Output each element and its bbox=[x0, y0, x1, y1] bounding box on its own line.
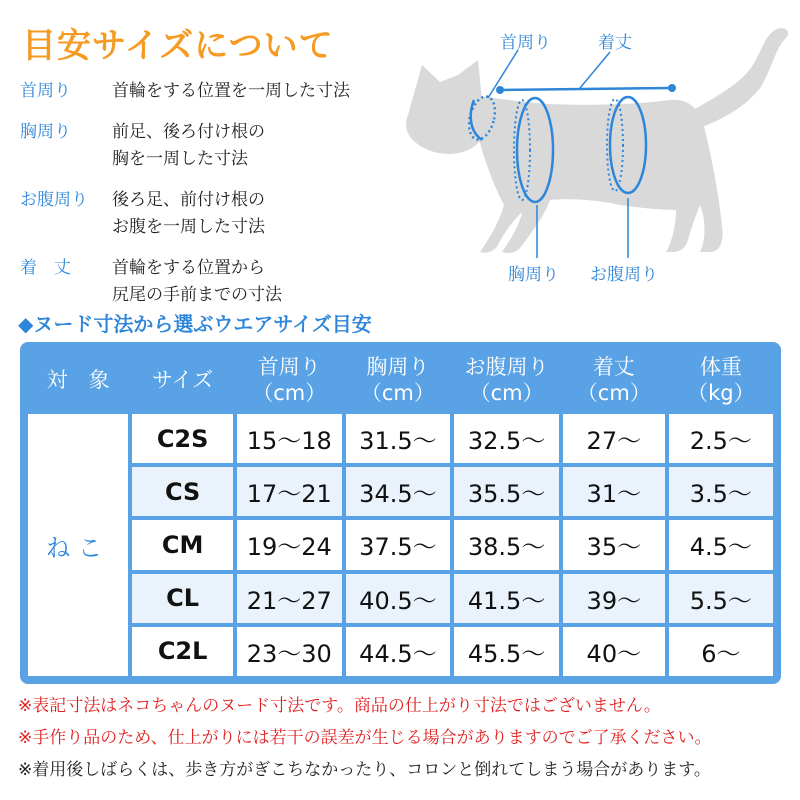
neck-cell: 19〜24 bbox=[237, 520, 342, 569]
chest-cell: 37.5〜 bbox=[346, 520, 451, 569]
neck-cell: 17〜21 bbox=[237, 467, 342, 516]
weight-cell: 3.5〜 bbox=[669, 467, 773, 516]
header-unit: （kg） bbox=[687, 381, 755, 405]
length-start-dot-icon bbox=[496, 86, 504, 94]
definition-line: 首輪をする位置から bbox=[112, 258, 265, 278]
section-title: ◆ヌード寸法から選ぶウエアサイズ目安 bbox=[18, 312, 372, 336]
belly-cell: 45.5〜 bbox=[454, 627, 559, 676]
definition-term: お腹周り bbox=[20, 190, 88, 210]
table-row bbox=[28, 574, 773, 623]
length-cell: 31〜 bbox=[563, 467, 665, 516]
table-row bbox=[28, 414, 773, 463]
header-main: 首周り bbox=[257, 355, 321, 379]
header-length bbox=[563, 350, 665, 410]
neck-cell: 23〜30 bbox=[237, 627, 342, 676]
cat-silhouette-icon bbox=[406, 28, 788, 253]
length-cell: 40〜 bbox=[563, 627, 665, 676]
definition-line: 胸を一周した寸法 bbox=[112, 149, 248, 169]
weight-cell: 5.5〜 bbox=[669, 574, 773, 623]
length-cell: 35〜 bbox=[563, 520, 665, 569]
neck-cell: 15〜18 bbox=[237, 414, 342, 463]
weight-cell: 6〜 bbox=[669, 627, 773, 676]
notes-list bbox=[18, 690, 788, 786]
table-header-row bbox=[28, 350, 773, 410]
definition-description bbox=[112, 119, 265, 173]
neck-cell: 21〜27 bbox=[237, 574, 342, 623]
definition-description bbox=[112, 187, 265, 241]
header-unit: （cm） bbox=[360, 381, 435, 405]
definition-neck bbox=[20, 78, 420, 105]
length-leader-line bbox=[580, 52, 610, 88]
size-cell: CS bbox=[132, 467, 233, 516]
chest-cell: 44.5〜 bbox=[346, 627, 451, 676]
table-row bbox=[28, 520, 773, 569]
chest-cell: 40.5〜 bbox=[346, 574, 451, 623]
definition-term: 着 丈 bbox=[20, 258, 71, 278]
header-unit: （cm） bbox=[469, 381, 544, 405]
header-main: 対 象 bbox=[46, 368, 110, 392]
definition-term: 首周り bbox=[20, 81, 71, 101]
definition-term: 胸周り bbox=[20, 122, 71, 142]
header-main: お腹周り bbox=[464, 355, 549, 379]
header-size bbox=[132, 350, 233, 410]
chest-cell: 34.5〜 bbox=[346, 467, 451, 516]
header-target bbox=[28, 350, 128, 410]
note-line: ※手作り品のため、仕上がりには若干の誤差が生じる場合がありますのでご了承ください。 bbox=[18, 728, 712, 748]
size-cell: CL bbox=[132, 574, 233, 623]
chest-cell: 31.5〜 bbox=[346, 414, 451, 463]
diagram-label-length: 着丈 bbox=[598, 33, 632, 53]
definition-description bbox=[112, 78, 350, 105]
header-neck bbox=[237, 350, 342, 410]
table-row bbox=[28, 467, 773, 516]
header-chest bbox=[346, 350, 451, 410]
target-cell: ねこ bbox=[28, 414, 128, 676]
belly-cell: 38.5〜 bbox=[454, 520, 559, 569]
definition-line: 後ろ足、前付け根の bbox=[112, 190, 265, 210]
definition-line: お腹を一周した寸法 bbox=[112, 217, 265, 237]
definitions-list bbox=[20, 78, 420, 323]
definition-line: 前足、後ろ付け根の bbox=[112, 122, 265, 142]
diagram-label-belly: お腹周り bbox=[590, 265, 658, 285]
size-table bbox=[24, 346, 777, 680]
header-unit: （cm） bbox=[252, 381, 327, 405]
size-cell: C2L bbox=[132, 627, 233, 676]
diagram-label-neck: 首周り bbox=[500, 33, 551, 53]
size-table-frame bbox=[20, 342, 781, 684]
length-line-icon bbox=[500, 88, 672, 90]
weight-cell: 4.5〜 bbox=[669, 520, 773, 569]
weight-cell: 2.5〜 bbox=[669, 414, 773, 463]
length-end-dot-icon bbox=[668, 84, 676, 92]
page-title: 目安サイズについて bbox=[22, 26, 334, 66]
belly-cell: 32.5〜 bbox=[454, 414, 559, 463]
definition-belly bbox=[20, 187, 420, 241]
table-row bbox=[28, 627, 773, 676]
cat-measurement-diagram bbox=[400, 20, 795, 300]
note-line: ※表記寸法はネコちゃんのヌード寸法です。商品の仕上がり寸法ではございません。 bbox=[18, 696, 661, 716]
note-line: ※着用後しばらくは、歩き方がぎこちなかったり、コロンと倒れてしまう場合があります。 bbox=[18, 760, 711, 780]
length-cell: 27〜 bbox=[563, 414, 665, 463]
diagram-label-chest: 胸周り bbox=[508, 265, 559, 285]
header-weight bbox=[669, 350, 773, 410]
definition-chest bbox=[20, 119, 420, 173]
header-unit: （cm） bbox=[576, 381, 651, 405]
definition-line: 尻尾の手前までの寸法 bbox=[112, 285, 282, 305]
definition-line: 首輪をする位置を一周した寸法 bbox=[112, 81, 350, 101]
belly-cell: 41.5〜 bbox=[454, 574, 559, 623]
size-cell: CM bbox=[132, 520, 233, 569]
header-main: サイズ bbox=[151, 368, 214, 392]
header-main: 胸周り bbox=[366, 355, 430, 379]
header-belly bbox=[454, 350, 559, 410]
header-main: 着丈 bbox=[592, 355, 635, 379]
definition-length bbox=[20, 255, 420, 309]
definition-description bbox=[112, 255, 282, 309]
size-cell: C2S bbox=[132, 414, 233, 463]
length-cell: 39〜 bbox=[563, 574, 665, 623]
header-main: 体重 bbox=[699, 355, 742, 379]
belly-cell: 35.5〜 bbox=[454, 467, 559, 516]
